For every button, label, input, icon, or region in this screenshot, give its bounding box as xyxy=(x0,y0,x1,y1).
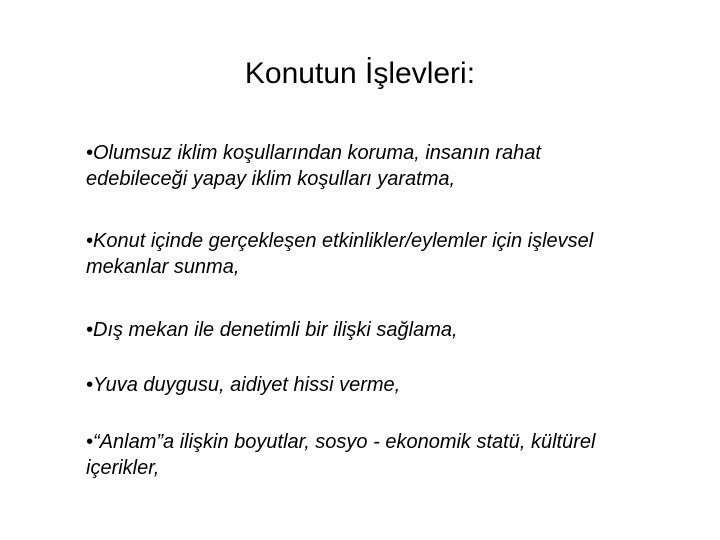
bullet-item: •“Anlam”a ilişkin boyutlar, sosyo - ekonomik statü, kültürel içerikler, xyxy=(86,431,596,479)
bullet-item: •Yuva duygusu, aidiyet hissi verme, xyxy=(86,374,401,396)
bullet-item: •Konut içinde gerçekleşen etkinlikler/eylemler için işlevsel mekanlar sunma, xyxy=(86,230,594,278)
bullet-item: •Dış mekan ile denetimli bir ilişki sağlama, xyxy=(86,319,458,341)
slide-title: Konutun İşlevleri: xyxy=(244,57,476,90)
bullet-item: •Olumsuz iklim koşullarından koruma, insanın rahat edebileceği yapay iklim koşulları yaratma, xyxy=(86,142,541,190)
